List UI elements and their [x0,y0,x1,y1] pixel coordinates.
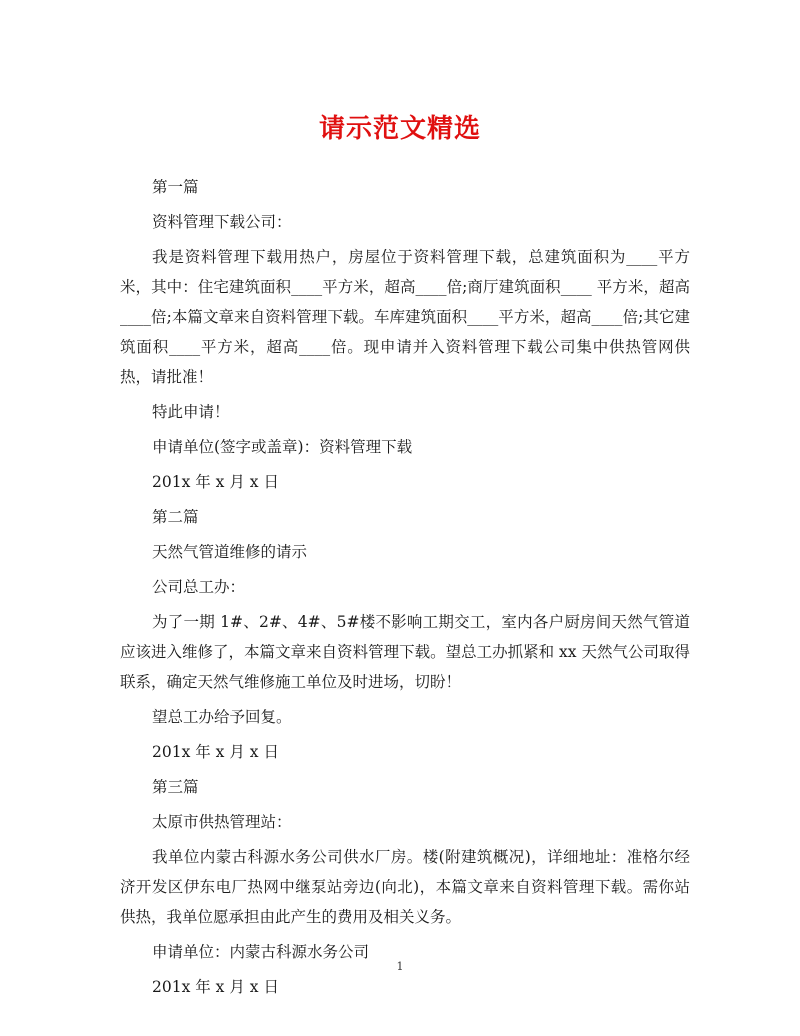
section3-heading: 第三篇 [152,778,199,796]
section1-body: 我是资料管理下载用热户，房屋位于资料管理下载，总建筑面积为____平方米，其中：住宅建筑面积____平方米，超高____倍;商厅建筑面积____ 平方米，超高____倍;本篇文章来自资料管理下载。车库建筑面积____平方米，超高____倍;其它建筑面积____平方米，超高____倍。现申请并入资料管理下载公司集中供热管网供热，请批准！ [120,248,690,386]
section2-heading: 第二篇 [152,508,199,526]
section3-applicant: 申请单位：内蒙古科源水务公司 [152,943,370,961]
section1-recipient: 资料管理下载公司： [152,213,292,231]
document-body [120,172,690,1007]
section3-date: 201x 年 x 月 x 日 [152,978,279,996]
section2-recipient: 公司总工办： [152,578,246,596]
section3-body: 我单位内蒙古科源水务公司供水厂房。楼(附建筑概况)，详细地址：准格尔经济开发区伊东电厂热网中继泵站旁边(向北)，本篇文章来自资料管理下载。需你站供热，我单位愿承担由此产生的费用及相关义务。 [120,848,690,926]
section1-date: 201x 年 x 月 x 日 [152,473,279,491]
page-number: 1 [396,960,404,973]
section2-subject: 天然气管道维修的请示 [152,543,308,561]
section3-recipient: 太原市供热管理站： [152,813,292,831]
section1-closing: 特此申请！ [152,403,230,421]
document-title: 请示范文精选 [318,114,481,144]
section1-applicant: 申请单位(签字或盖章)：资料管理下载 [152,438,413,456]
section2-closing: 望总工办给予回复。 [152,708,292,726]
section1-heading: 第一篇 [152,178,199,196]
section2-date: 201x 年 x 月 x 日 [152,743,279,761]
section2-body: 为了一期 1#、2#、4#、5#楼不影响工期交工，室内各户厨房间天然气管道应该进入维修了，本篇文章来自资料管理下载。望总工办抓紧和 xx 天然气公司取得联系，确定天然气维修施工单位及时进场，切盼！ [120,613,690,691]
